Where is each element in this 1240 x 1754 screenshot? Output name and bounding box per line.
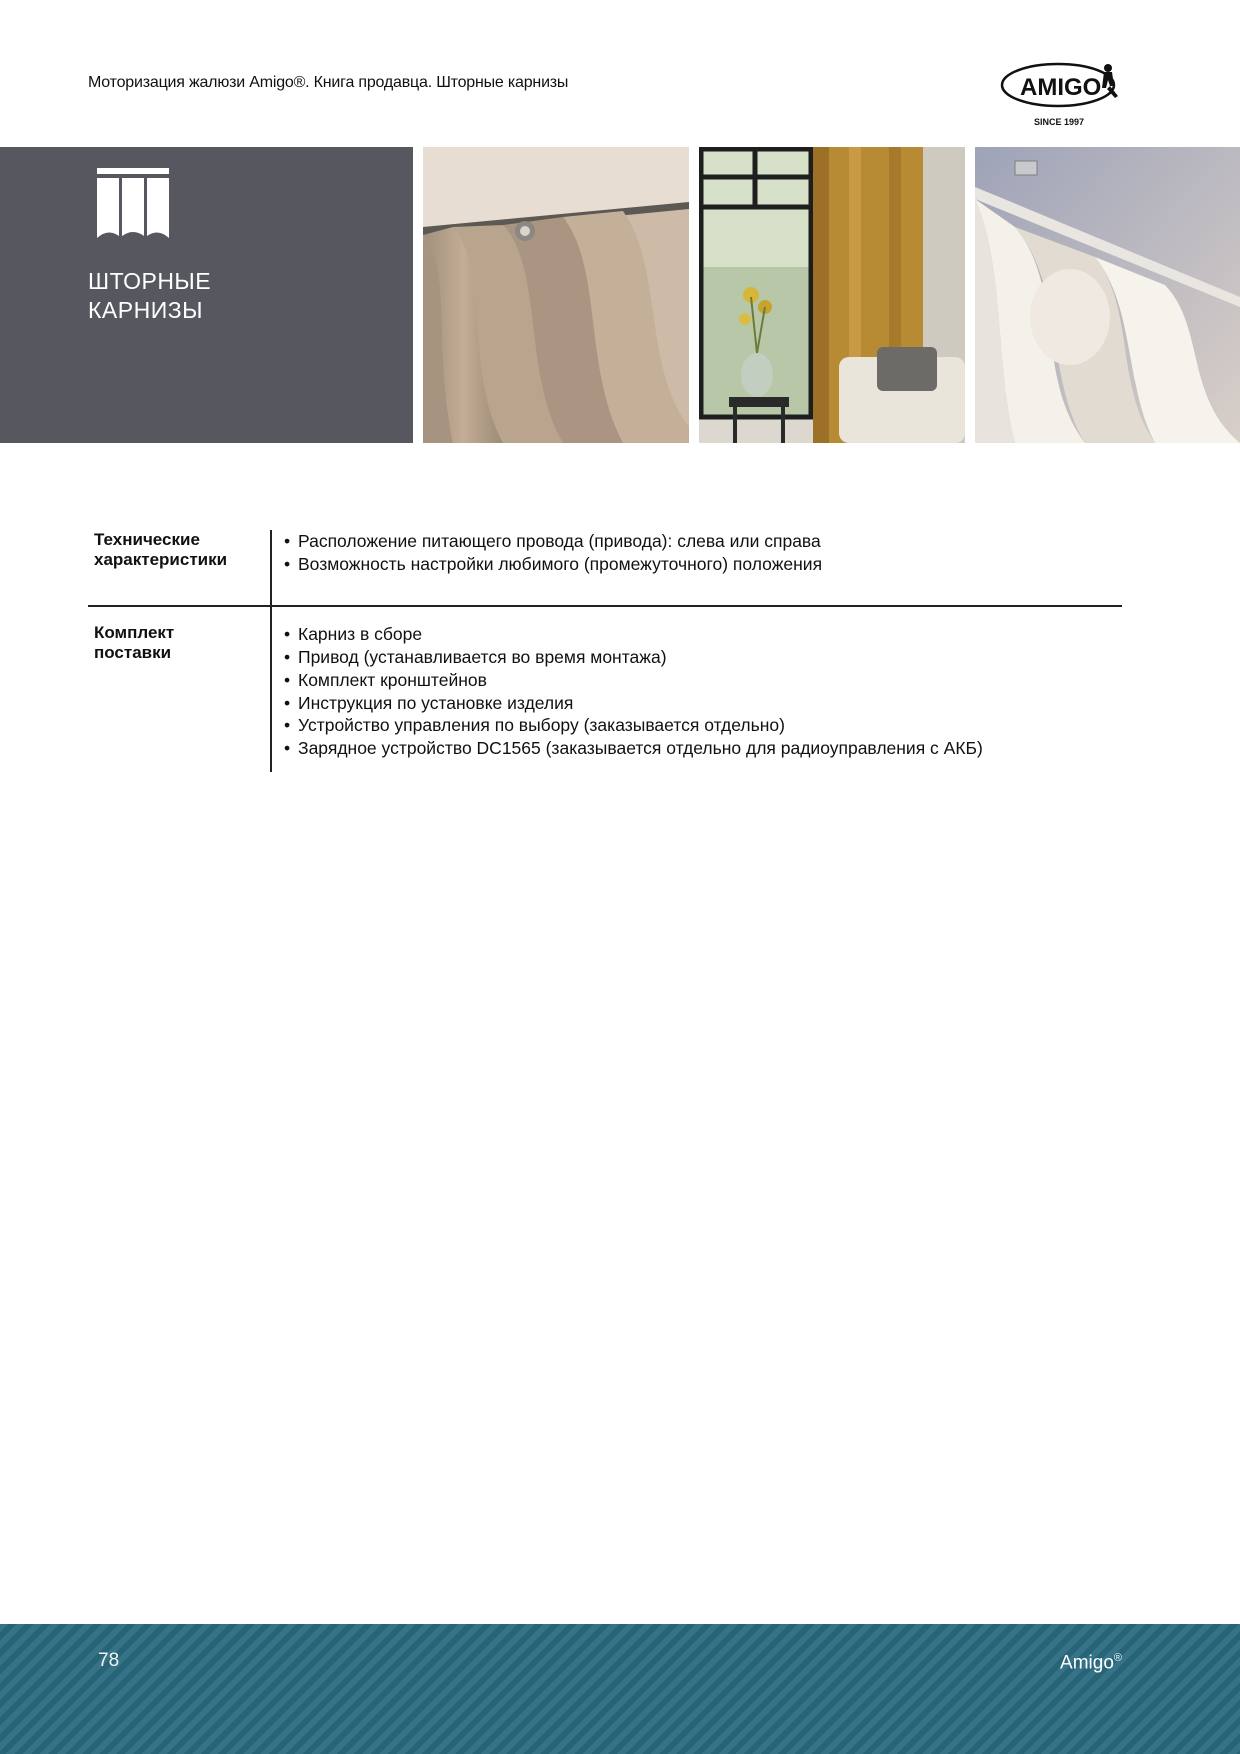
white-curtain-ceiling-track-photo	[975, 147, 1240, 443]
page-number: 78	[98, 1650, 120, 1671]
category-panel	[0, 147, 413, 443]
spec-item: • Инструкция по установке изделия	[284, 692, 1122, 715]
category-title-line2: КАРНИЗЫ	[88, 297, 203, 323]
category-title-line1: ШТОРНЫЕ	[88, 268, 212, 294]
spec-item: • Привод (устанавливается во время монтажа)	[284, 646, 1122, 669]
page-footer	[0, 1624, 1240, 1754]
spec-table	[88, 530, 1122, 772]
spec-label-line: поставки	[94, 643, 172, 663]
spec-item: • Расположение питающего провода (привода): слева или справа	[284, 530, 1122, 553]
spec-row-technical	[88, 530, 1122, 605]
spec-items-technical	[270, 530, 1122, 605]
spec-label-package	[88, 607, 270, 771]
spec-items-package	[270, 607, 1122, 771]
logo-text: AMIGO	[1020, 74, 1102, 101]
window-gold-curtains-photo	[699, 147, 965, 443]
curtain-icon	[97, 168, 169, 240]
logo-since: SINCE 1997	[1034, 117, 1085, 127]
spec-label-line: характеристики	[94, 550, 228, 569]
spec-item: • Устройство управления по выбору (заказывается отдельно)	[284, 714, 1122, 737]
footer-brand	[1060, 1652, 1122, 1674]
amigo-logo	[1000, 58, 1126, 128]
spec-label-line: Комплект	[94, 623, 175, 643]
spec-item: • Зарядное устройство DC1565 (заказывается отдельно для радиоуправления с АКБ)	[284, 737, 1122, 760]
spec-row-package	[88, 607, 1122, 771]
spec-label-technical	[88, 530, 270, 605]
spec-label-line: Технические	[94, 530, 200, 549]
document-header-title: Моторизация жалюзи Amigo®. Книга продавца. Шторные карнизы	[88, 74, 569, 91]
category-banner	[0, 147, 1240, 443]
spec-item: • Возможность настройки любимого (промежуточного) положения	[284, 553, 1122, 576]
category-title	[88, 267, 388, 325]
footer-brand-name: Amigo	[1060, 1652, 1114, 1674]
registered-mark: ®	[1113, 1652, 1122, 1664]
beige-curtain-track-photo	[423, 147, 689, 443]
spec-item: • Карниз в сборе	[284, 623, 1122, 646]
spec-item: • Комплект кронштейнов	[284, 669, 1122, 692]
